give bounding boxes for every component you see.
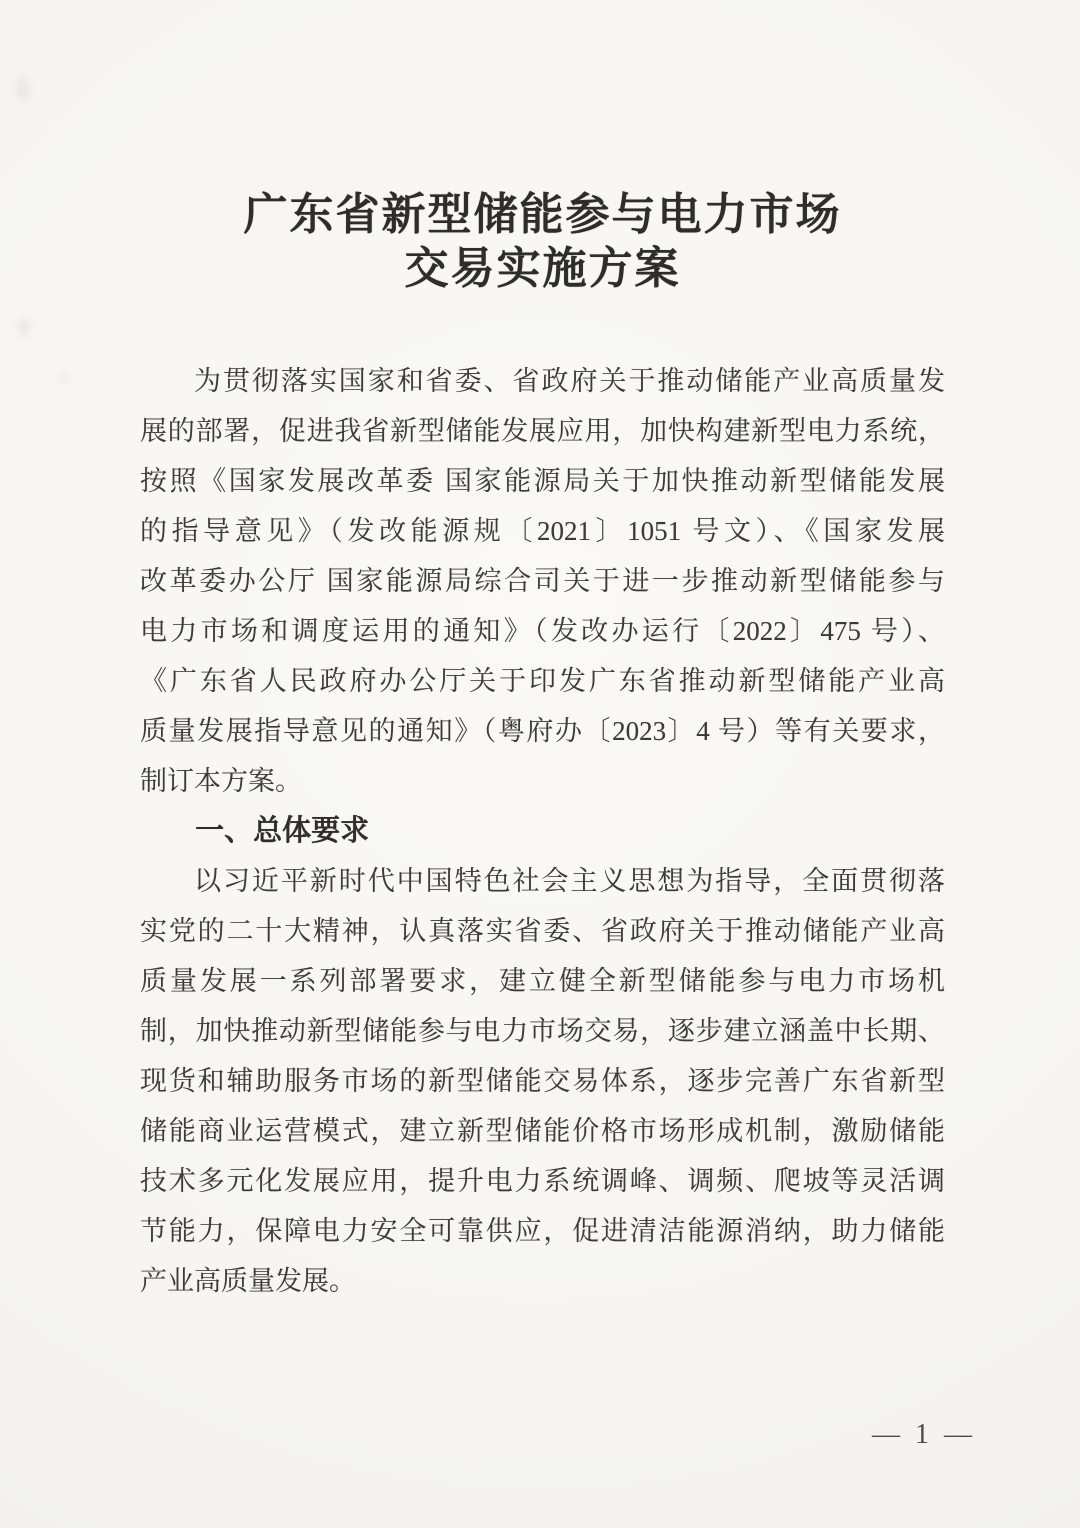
- text-line: 节能力，保障电力安全可靠供应，促进清洁能源消纳，助力储能: [140, 1216, 945, 1246]
- paragraph-overall-requirements: [140, 856, 945, 1306]
- section-heading-overall-requirements: 一、总体要求: [195, 815, 370, 847]
- text-line: 实党的二十大精神，认真落实省委、省政府关于推动储能产业高: [140, 916, 945, 946]
- text-line: 《广东省人民政府办公厅关于印发广东省推动新型储能产业高: [140, 666, 945, 696]
- text-line: 质量发展指导意见的通知》（粤府办〔2023〕4 号）等有关要求，: [140, 716, 945, 746]
- document-content: [140, 0, 945, 1306]
- text-line: 现货和辅助服务市场的新型储能交易体系，逐步完善广东省新型: [140, 1066, 945, 1096]
- document-title-line-1: 广东省新型储能参与电力市场: [243, 190, 842, 239]
- scan-artifact: [16, 76, 30, 102]
- text-line: 的指导意见》（发改能源规〔2021〕1051 号文）、《国家发展: [140, 516, 945, 546]
- scan-artifact: [18, 318, 30, 336]
- text-line: 改革委办公厅 国家能源局综合司关于进一步推动新型储能参与: [140, 566, 945, 596]
- page-number: — 1 —: [872, 1419, 976, 1450]
- text-line: 电力市场和调度运用的通知》（发改办运行〔2022〕475 号）、: [140, 616, 945, 646]
- text-line: 展的部署，促进我省新型储能发展应用，加快构建新型电力系统，: [140, 416, 945, 446]
- document-title: [140, 188, 945, 296]
- text-line: 产业高质量发展。: [140, 1266, 356, 1296]
- text-line: 制，加快推动新型储能参与电力市场交易，逐步建立涵盖中长期、: [140, 1016, 945, 1046]
- text-line: 以习近平新时代中国特色社会主义思想为指导，全面贯彻落: [194, 866, 945, 896]
- text-line: 技术多元化发展应用，提升电力系统调峰、调频、爬坡等灵活调: [140, 1166, 945, 1196]
- paragraph-preamble: [140, 356, 945, 806]
- text-line: 为贯彻落实国家和省委、省政府关于推动储能产业高质量发: [194, 366, 945, 396]
- text-line: 按照《国家发展改革委 国家能源局关于加快推动新型储能发展: [140, 466, 945, 496]
- text-line: 质量发展一系列部署要求，建立健全新型储能参与电力市场机: [140, 966, 945, 996]
- text-line: 制订本方案。: [140, 766, 302, 796]
- scan-artifact: [60, 372, 70, 384]
- document-title-line-2: 交易实施方案: [404, 244, 681, 293]
- text-line: 储能商业运营模式，建立新型储能价格市场形成机制，激励储能: [140, 1116, 945, 1146]
